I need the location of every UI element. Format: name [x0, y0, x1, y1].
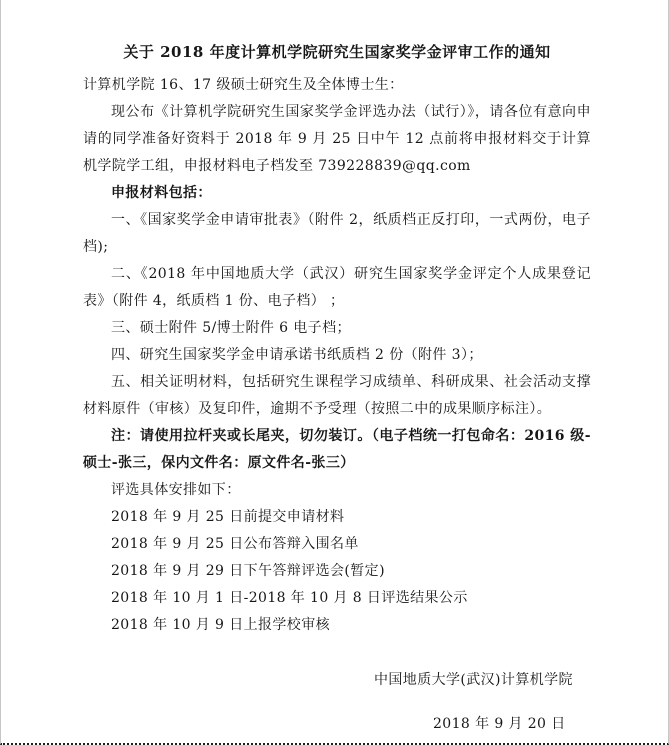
material-item-2: 二、《2018 年中国地质大学（武汉）研究生国家奖学金评定个人成果登记表》（附件 4，纸质档 1 份、电子档） ；	[83, 266, 591, 309]
material-item-4: 四、研究生国家奖学金申请承诺书纸质档 2 份（附件 3）；	[111, 347, 483, 363]
intro-paragraph: 现公布《计算机学院研究生国家奖学金评选办法（试行）》，请各位有意向申请的同学准备好资料于 2018 年 9 月 25 日中午 12 点前将申报材料交于计算机学院学工组，申报材料电子档发至 739228839@qq.com	[83, 104, 591, 174]
signature-line: 中国地质大学(武汉)计算机学院	[374, 672, 573, 688]
schedule-item-1: 2018 年 9 月 25 日前提交申请材料	[111, 509, 345, 525]
schedule-heading: 评选具体安排如下：	[111, 482, 241, 498]
binding-note: 注：请使用拉杆夹或长尾夹，切勿装订。（电子档统一打包命名：2016 级-硕士-张三，保内文件名：原文件名-张三）	[83, 428, 591, 471]
document-title: 关于 2018 年度计算机学院研究生国家奖学金评审工作的通知	[123, 43, 551, 61]
materials-heading: 申报材料包括：	[111, 185, 212, 201]
schedule-item-4: 2018 年 10 月 1 日-2018 年 10 月 8 日评选结果公示	[111, 590, 468, 606]
schedule-item-3: 2018 年 9 月 29 日下午答辩评选会(暂定)	[111, 563, 385, 579]
date-line: 2018 年 9 月 20 日	[433, 716, 566, 732]
material-item-1: 一、《国家奖学金申请审批表》（附件 2，纸质档正反打印，一式两份，电子档);	[83, 212, 591, 255]
schedule-item-5: 2018 年 10 月 9 日上报学校审核	[111, 617, 331, 633]
material-item-3: 三、硕士附件 5/博士附件 6 电子档；	[111, 320, 351, 336]
salutation: 计算机学院 16、17 级硕士研究生及全体博士生：	[83, 77, 404, 93]
schedule-item-2: 2018 年 9 月 25 日公布答辩入围名单	[111, 536, 359, 552]
material-item-5: 五、相关证明材料，包括研究生课程学习成绩单、科研成果、社会活动支撑材料原件（审核）及复印件，逾期不予受理（按照二中的成果顺序标注）。	[83, 374, 591, 417]
